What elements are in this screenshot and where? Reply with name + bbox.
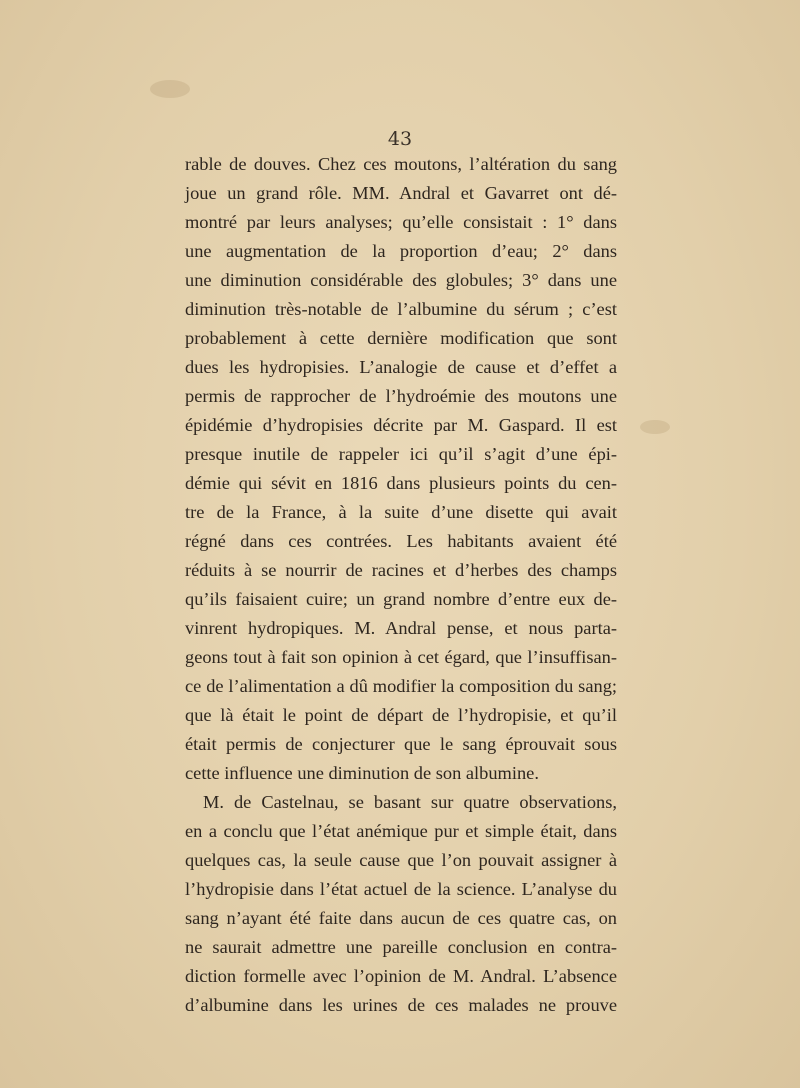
text-line: vinrent hydropiques. M. Andral pense, et nous parta-: [185, 618, 617, 638]
paper-stain: [150, 80, 190, 98]
paper-stain: [640, 420, 670, 434]
text-line: était permis de conjecturer que le sang éprouvait sous: [185, 734, 617, 754]
text-line: geons tout à fait son opinion à cet égard, que l’insuffisan-: [185, 647, 617, 667]
text-line: réduits à se nourrir de racines et d’herbes des champs: [185, 560, 617, 580]
text-line: montré par leurs analyses; qu’elle consistait : 1° dans: [185, 212, 617, 232]
text-line: joue un grand rôle. MM. Andral et Gavarret ont dé-: [185, 183, 617, 203]
text-line: permis de rapprocher de l’hydroémie des moutons une: [185, 386, 617, 406]
text-line: en a conclu que l’état anémique pur et simple était, dans: [185, 821, 617, 841]
text-line: démie qui sévit en 1816 dans plusieurs points du cen-: [185, 473, 617, 493]
text-line: dues les hydropisies. L’analogie de cause et d’effet a: [185, 357, 617, 377]
text-line: rable de douves. Chez ces moutons, l’altération du sang: [185, 154, 617, 174]
text-line: diction formelle avec l’opinion de M. Andral. L’absence: [185, 966, 617, 986]
text-line: tre de la France, à la suite d’une disette qui avait: [185, 502, 617, 522]
text-line: régné dans ces contrées. Les habitants avaient été: [185, 531, 617, 551]
text-line: sang n’ayant été faite dans aucun de ces quatre cas, on: [185, 908, 617, 928]
text-line: quelques cas, la seule cause que l’on pouvait assigner à: [185, 850, 617, 870]
text-line: une augmentation de la proportion d’eau; 2° dans: [185, 241, 617, 261]
text-line: diminution très-notable de l’albumine du sérum ; c’est: [185, 299, 617, 319]
text-line: cette influence une diminution de son albumine.: [185, 763, 539, 783]
text-line: d’albumine dans les urines de ces malades ne prouve: [185, 995, 617, 1015]
text-line: M. de Castelnau, se basant sur quatre observations,: [203, 792, 617, 812]
body-text: [185, 150, 617, 1020]
text-line: l’hydropisie dans l’état actuel de la science. L’analyse du: [185, 879, 617, 899]
text-line: épidémie d’hydropisies décrite par M. Gaspard. Il est: [185, 415, 617, 435]
text-line: ce de l’alimentation a dû modifier la composition du sang;: [185, 676, 617, 696]
text-line: une diminution considérable des globules; 3° dans une: [185, 270, 617, 290]
text-line: ne saurait admettre une pareille conclusion en contra-: [185, 937, 617, 957]
text-line: qu’ils faisaient cuire; un grand nombre d’entre eux de-: [185, 589, 617, 609]
text-line: que là était le point de départ de l’hydropisie, et qu’il: [185, 705, 617, 725]
page-number: 43: [387, 128, 413, 150]
text-line: presque inutile de rappeler ici qu’il s’agit d’une épi-: [185, 444, 617, 464]
text-line: probablement à cette dernière modification que sont: [185, 328, 617, 348]
